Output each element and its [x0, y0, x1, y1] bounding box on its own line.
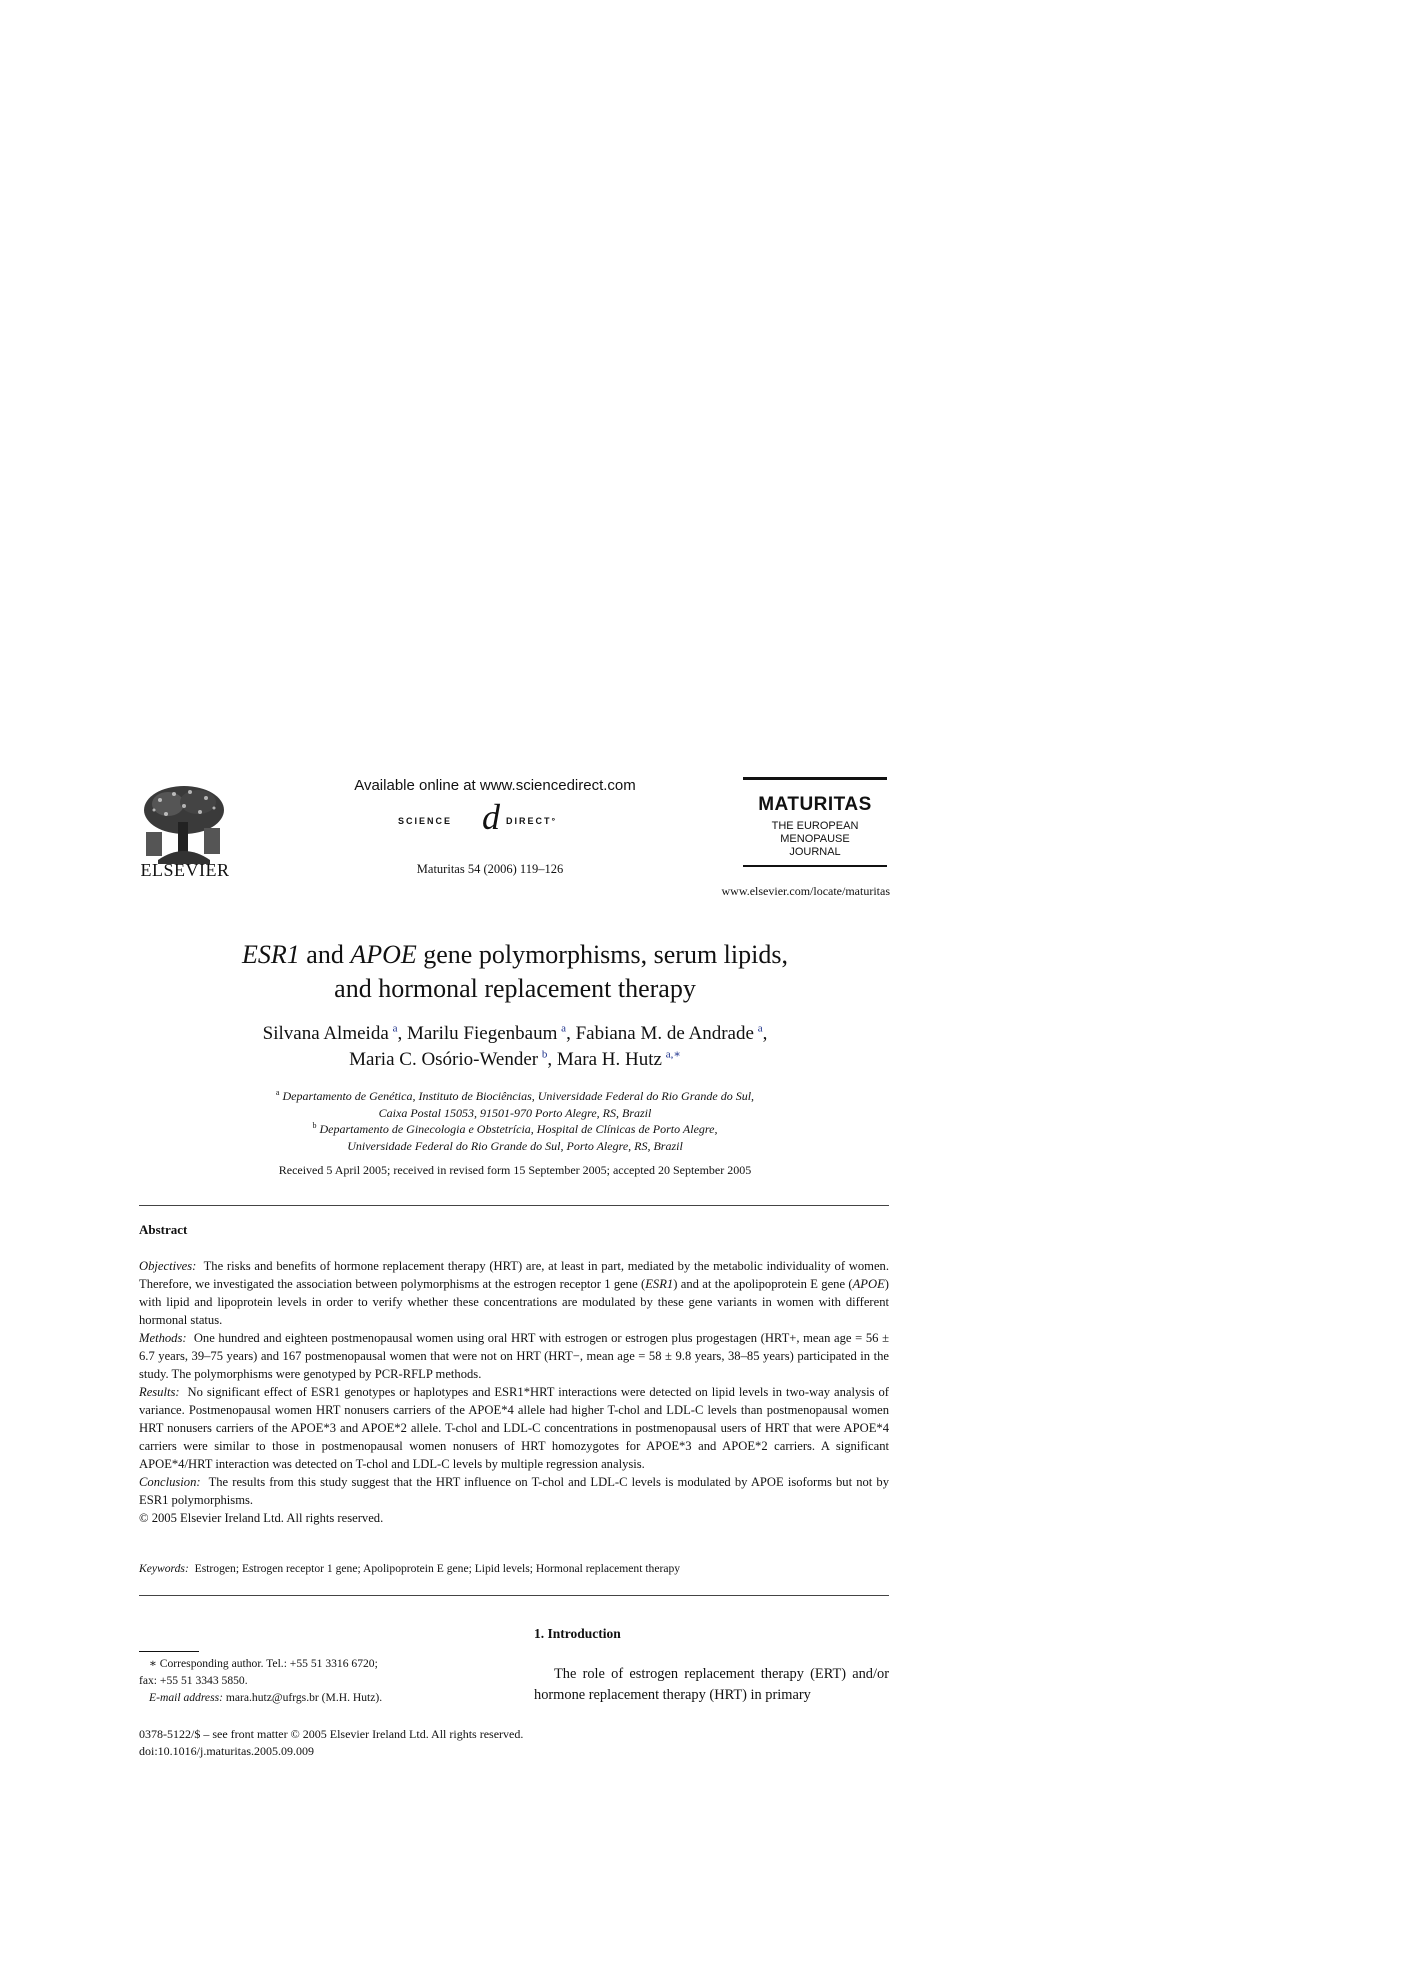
introduction-text [534, 1664, 889, 1706]
abstract-results [139, 1383, 889, 1473]
title-line-2: and hormonal replacement therapy [334, 974, 696, 1003]
abstract-text: ) with lipid and lipoprotein levels in order to verify whether these concentrations are modulated by these gene variants in women with different hormonal status. [139, 1277, 889, 1327]
abstract-text: ) and at the apolipoprotein E gene ( [673, 1277, 853, 1291]
author-name: Marilu Fiegenbaum [406, 1023, 558, 1044]
author-name: Silvana Almeida [262, 1023, 389, 1044]
title-gene-apoe: APOE [350, 940, 417, 969]
divider-bottom [139, 1595, 889, 1596]
doi-link[interactable]: doi:10.1016/j.maturitas.2005.09.009 [139, 1744, 314, 1758]
journal-sub-line: MENOPAUSE [780, 833, 850, 845]
author-separator: , [566, 1023, 576, 1044]
affiliation-mark: a [275, 1088, 280, 1097]
affiliation-mark: b [312, 1121, 317, 1130]
abstract-methods [139, 1329, 889, 1383]
abstract-text: No significant effect of ESR1 genotypes or haplotypes and ESR1*HRT interactions were detected on lipid levels in two-way analysis of variance. Postmenopausal women HRT nonusers carriers of the APOE*4 allele had higher T-chol and LDL-C levels than postmenopausal women HRT nonusers carriers of the APOE*3 and APOE*2 allele. T-chol and LDL-C concentrations in postmenopausal users of HRT that were APOE*4 carriers were similar to those in postmenopausal women nonusers of HRT homozygotes for APOE*3 and APOE*2 carriers. A significant APOE*4/HRT interaction was detected on T-chol and LDL-C levels by multiple regression analysis. [139, 1385, 890, 1471]
journal-name: MATURITAS [758, 794, 872, 815]
section-heading-introduction: 1. Introduction [534, 1626, 621, 1641]
publisher-name: ELSEVIER [140, 860, 230, 880]
abstract-label: Methods: [139, 1331, 187, 1345]
article-title [140, 938, 890, 1006]
front-matter [139, 1726, 639, 1760]
intro-paragraph: The role of estrogen replacement therapy (ERT) and/or hormone replacement therapy (HRT) in primary [534, 1666, 889, 1703]
title-fragment: gene polymorphisms, serum lipids, [416, 940, 788, 969]
journal-subtitle [743, 820, 887, 859]
abstract-conclusion [139, 1473, 889, 1509]
author-separator: , [397, 1023, 407, 1044]
author-affiliation-link[interactable]: a [757, 1022, 763, 1035]
keywords-list: Estrogen; Estrogen receptor 1 gene; Apolipoprotein E gene; Lipid levels; Hormonal replacement therapy [194, 1562, 681, 1575]
keywords [139, 1562, 889, 1575]
author-affiliation-link[interactable]: a [561, 1022, 567, 1035]
affiliation-line: Departamento de Ginecologia e Obstetrícia, Hospital de Clínicas de Porto Alegre, [319, 1122, 718, 1136]
affiliation-line: Departamento de Genética, Instituto de Biociências, Universidade Federal do Rio Grande do Sul, [282, 1089, 755, 1103]
author-affiliation-link[interactable]: a,∗ [665, 1048, 681, 1061]
issn-line: 0378-5122/$ – see front matter © 2005 Elsevier Ireland Ltd. All rights reserved. [139, 1727, 524, 1741]
gene-apoe: APOE [852, 1277, 885, 1291]
abstract-text: One hundred and eighteen postmenopausal women using oral HRT with estrogen or estrogen plus progestagen (HRT+, mean age = 56 ± 6.7 years, 39–75 years) and 167 postmenopausal women that were not on HRT (HRT−, mean age = 58 ± 9.8 years, 38–85 years) participated in the study. The polymorphisms were genotyped by PCR-RFLP methods. [139, 1331, 889, 1381]
masthead-bottom-rule [743, 865, 887, 867]
abstract-objectives [139, 1257, 889, 1329]
sd-at-mark: d [482, 797, 500, 837]
email-label: E-mail address: [149, 1691, 223, 1704]
journal-citation: Maturitas 54 (2006) 119–126 [416, 862, 564, 876]
corresponding-author-footnote [139, 1655, 459, 1706]
abstract-copyright: © 2005 Elsevier Ireland Ltd. All rights reserved. [139, 1511, 384, 1525]
title-gene-esr1: ESR1 [242, 940, 300, 969]
abstract-text: The risks and benefits of hormone replacement therapy (HRT) are, at least in part, mediated by the metabolic individuality of women. Therefore, we investigated the association between polymorphisms at the estrogen receptor 1 gene ( [139, 1259, 889, 1291]
author-name: Fabiana M. de Andrade [575, 1023, 754, 1044]
journal-sub-line: THE EUROPEAN [771, 820, 859, 832]
masthead-top-rule [743, 777, 887, 780]
footnote-email [139, 1689, 459, 1706]
received-dates: Received 5 April 2005; received in revised form 15 September 2005; accepted 20 September 2005 [278, 1163, 752, 1177]
journal-sub-line: JOURNAL [789, 846, 841, 858]
author-separator: , [762, 1023, 768, 1044]
sciencedirect-logo [398, 797, 598, 842]
abstract-heading: Abstract [139, 1222, 188, 1237]
footnote-line: ∗ Corresponding author. Tel.: +55 51 3316 6720; [149, 1657, 378, 1670]
author-list [140, 1021, 890, 1073]
abstract-label: Results: [139, 1385, 180, 1399]
author-name: Maria C. Osório-Wender [349, 1049, 539, 1070]
affiliation-line: Universidade Federal do Rio Grande do Sul, Porto Alegre, RS, Brazil [347, 1138, 683, 1153]
sd-direct-text: DIRECT° [506, 816, 558, 826]
affiliation-line: Caixa Postal 15053, 91501-970 Porto Alegre, RS, Brazil [378, 1105, 652, 1120]
abstract-label: Conclusion: [139, 1475, 201, 1489]
author-affiliation-link[interactable]: b [541, 1048, 548, 1061]
email-link[interactable]: mara.hutz@ufrgs.br (M.H. Hutz). [222, 1691, 383, 1704]
keywords-label: Keywords: [139, 1562, 189, 1575]
author-affiliation-link[interactable]: a [392, 1022, 398, 1035]
footnote-line: fax: +55 51 3343 5850. [139, 1674, 248, 1687]
sd-science-text: SCIENCE [398, 816, 453, 826]
title-fragment: and [299, 940, 351, 969]
footnote-rule [139, 1651, 199, 1652]
author-name: Mara H. Hutz [556, 1049, 662, 1070]
author-separator: , [547, 1049, 557, 1070]
abstract-text: The results from this study suggest that the HRT influence on T-chol and LDL-C levels is modulated by APOE isoforms but not by ESR1 polymorphisms. [139, 1475, 889, 1507]
journal-url: www.elsevier.com/locate/maturitas [721, 884, 890, 898]
abstract-label: Objectives: [139, 1259, 197, 1273]
abstract-body [139, 1257, 889, 1527]
gene-esr1: ESR1 [645, 1277, 674, 1291]
available-online-text: Available online at www.sciencedirect.com [354, 777, 636, 794]
divider-top [139, 1205, 889, 1206]
affiliations [140, 1088, 890, 1154]
journal-masthead [743, 777, 887, 867]
